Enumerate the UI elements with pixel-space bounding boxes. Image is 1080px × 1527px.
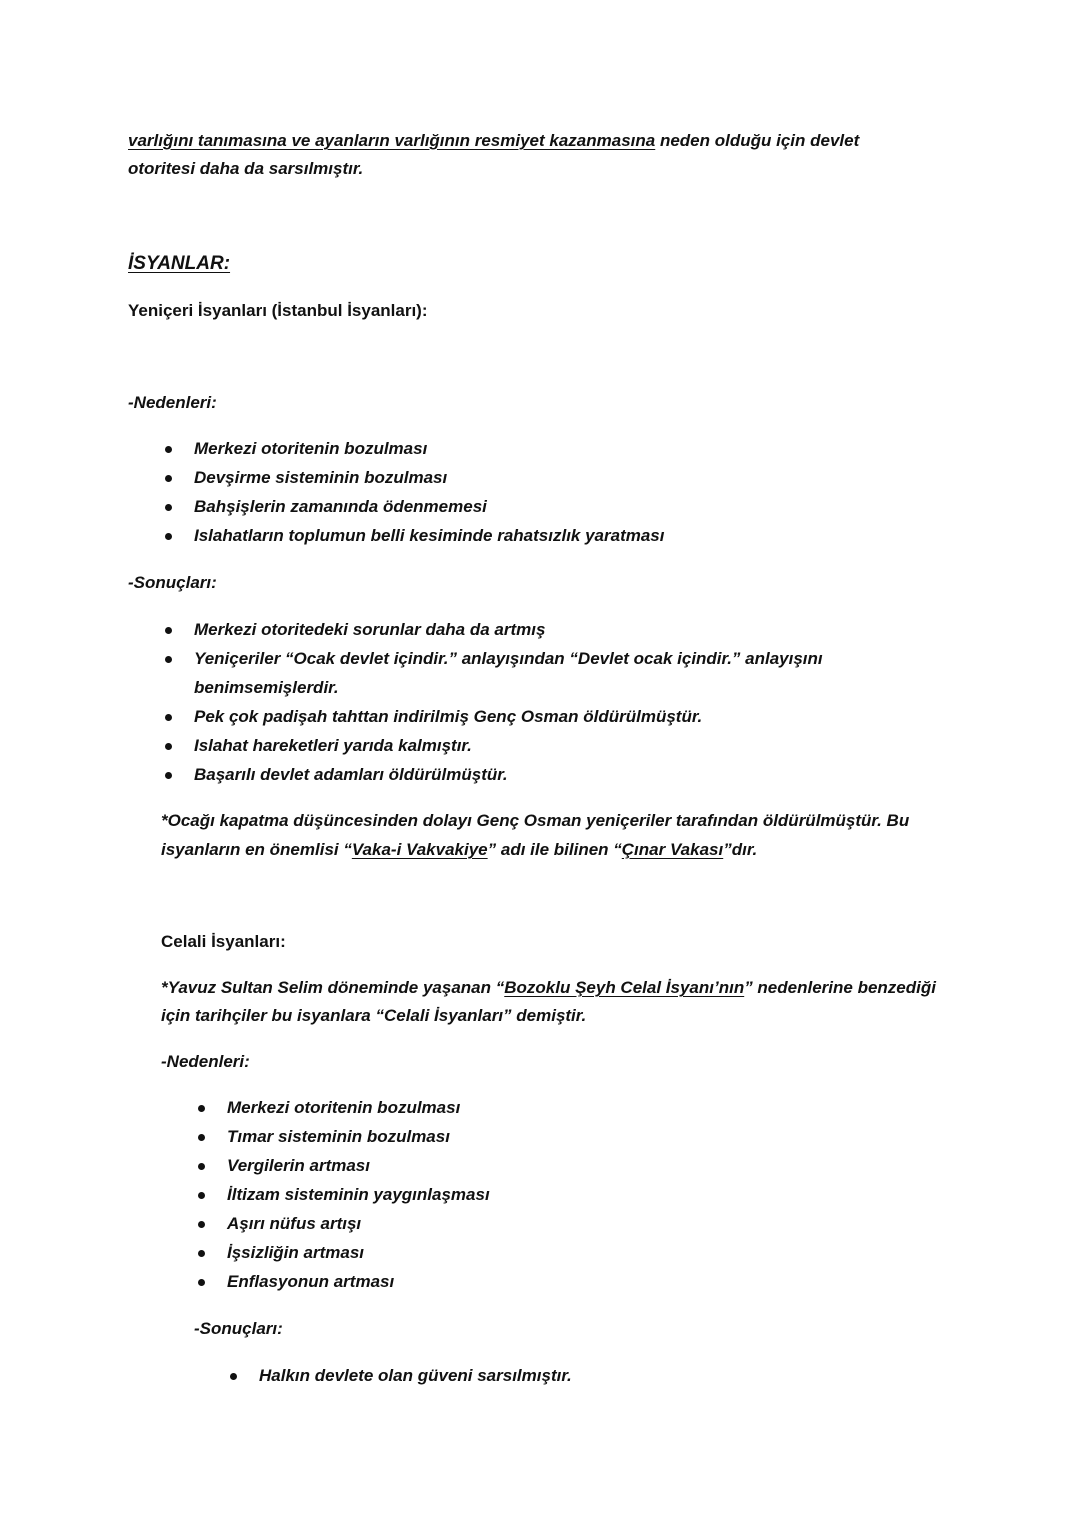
bullet-icon [198,1134,205,1141]
yeniceri-title: Yeniçeri İsyanları (İstanbul İsyanları): [128,301,428,320]
intro-line-2: otoritesi daha da sarsılmıştır. [128,159,364,178]
bullet-icon [198,1105,205,1112]
yeniceri-result-item-continued: benimsemişlerdir. [194,678,339,697]
section-heading: İSYANLAR: [128,253,231,274]
celali-note-line-2: için tarihçiler bu isyanlara “Celali İsyanları” demiştir. [161,1006,587,1025]
bullet-icon [198,1192,205,1199]
celali-cause-item: Tımar sisteminin bozulması [227,1127,450,1146]
celali-result-item: Halkın devlete olan güveni sarsılmıştır. [259,1366,572,1385]
yeniceri-result-item: Yeniçeriler “Ocak devlet içindir.” anlayışından “Devlet ocak içindir.” anlayışını [194,649,823,668]
bullet-icon [165,446,172,453]
note-underlined-text: Çınar Vakası [621,840,724,859]
note-text: ” nedenlerine benzediği [744,978,936,997]
intro-text: neden olduğu için devlet [655,131,860,150]
celali-cause-item: İşsizliğin artması [227,1243,364,1262]
bullet-icon [165,656,172,663]
celali-cause-item: Aşırı nüfus artışı [227,1214,362,1233]
note-text: isyanların en önemlisi “ [161,840,352,859]
bullet-icon [165,533,172,540]
bullet-icon [198,1279,205,1286]
bullet-icon [165,627,172,634]
bullet-icon [165,743,172,750]
yeniceri-note-line-2 [161,836,757,864]
yeniceri-result-item: Pek çok padişah tahttan indirilmiş Genç Osman öldürülmüştür. [194,707,703,726]
yeniceri-cause-item: Merkezi otoritenin bozulması [194,439,428,458]
note-underlined-text: Bozoklu Şeyh Celal İsyanı’nın [504,978,745,997]
yeniceri-result-item: Merkezi otoritedeki sorunlar daha da artmış [194,620,546,639]
bullet-icon [198,1250,205,1257]
note-text: *Yavuz Sultan Selim döneminde yaşanan “ [161,978,505,997]
bullet-icon [198,1163,205,1170]
bullet-icon [198,1221,205,1228]
bullet-icon [230,1373,237,1380]
celali-causes-label: -Nedenleri: [161,1052,250,1071]
intro-line-1 [128,127,859,155]
yeniceri-cause-item: Islahatların toplumun belli kesiminde rahatsızlık yaratması [194,526,665,545]
yeniceri-result-item: Islahat hareketleri yarıda kalmıştır. [194,736,472,755]
yeniceri-cause-item: Devşirme sisteminin bozulması [194,468,448,487]
note-text: ” adı ile bilinen “ [487,840,622,859]
bullet-icon [165,504,172,511]
celali-cause-item: Merkezi otoritenin bozulması [227,1098,461,1117]
celali-title: Celali İsyanları: [161,932,286,951]
celali-cause-item: Enflasyonun artması [227,1272,395,1291]
celali-note-line-1 [161,974,936,1002]
bullet-icon [165,714,172,721]
yeniceri-causes-label: -Nedenleri: [128,393,217,412]
bullet-icon [165,772,172,779]
yeniceri-cause-item: Bahşişlerin zamanında ödenmemesi [194,497,487,516]
yeniceri-results-label: -Sonuçları: [128,573,217,592]
yeniceri-note-line-1: *Ocağı kapatma düşüncesinden dolayı Genç Osman yeniçeriler tarafından öldürülmüştür. Bu [161,811,910,830]
celali-results-label: -Sonuçları: [194,1319,283,1338]
note-text: ”dır. [723,840,758,859]
celali-cause-item: İltizam sisteminin yaygınlaşması [227,1185,490,1204]
yeniceri-result-item: Başarılı devlet adamları öldürülmüştür. [194,765,508,784]
bullet-icon [165,475,172,482]
note-underlined-text: Vaka-i Vakvakiye [351,840,488,859]
celali-cause-item: Vergilerin artması [227,1156,370,1175]
intro-underlined-text: varlığını tanımasına ve ayanların varlığının resmiyet kazanmasına [128,131,656,150]
